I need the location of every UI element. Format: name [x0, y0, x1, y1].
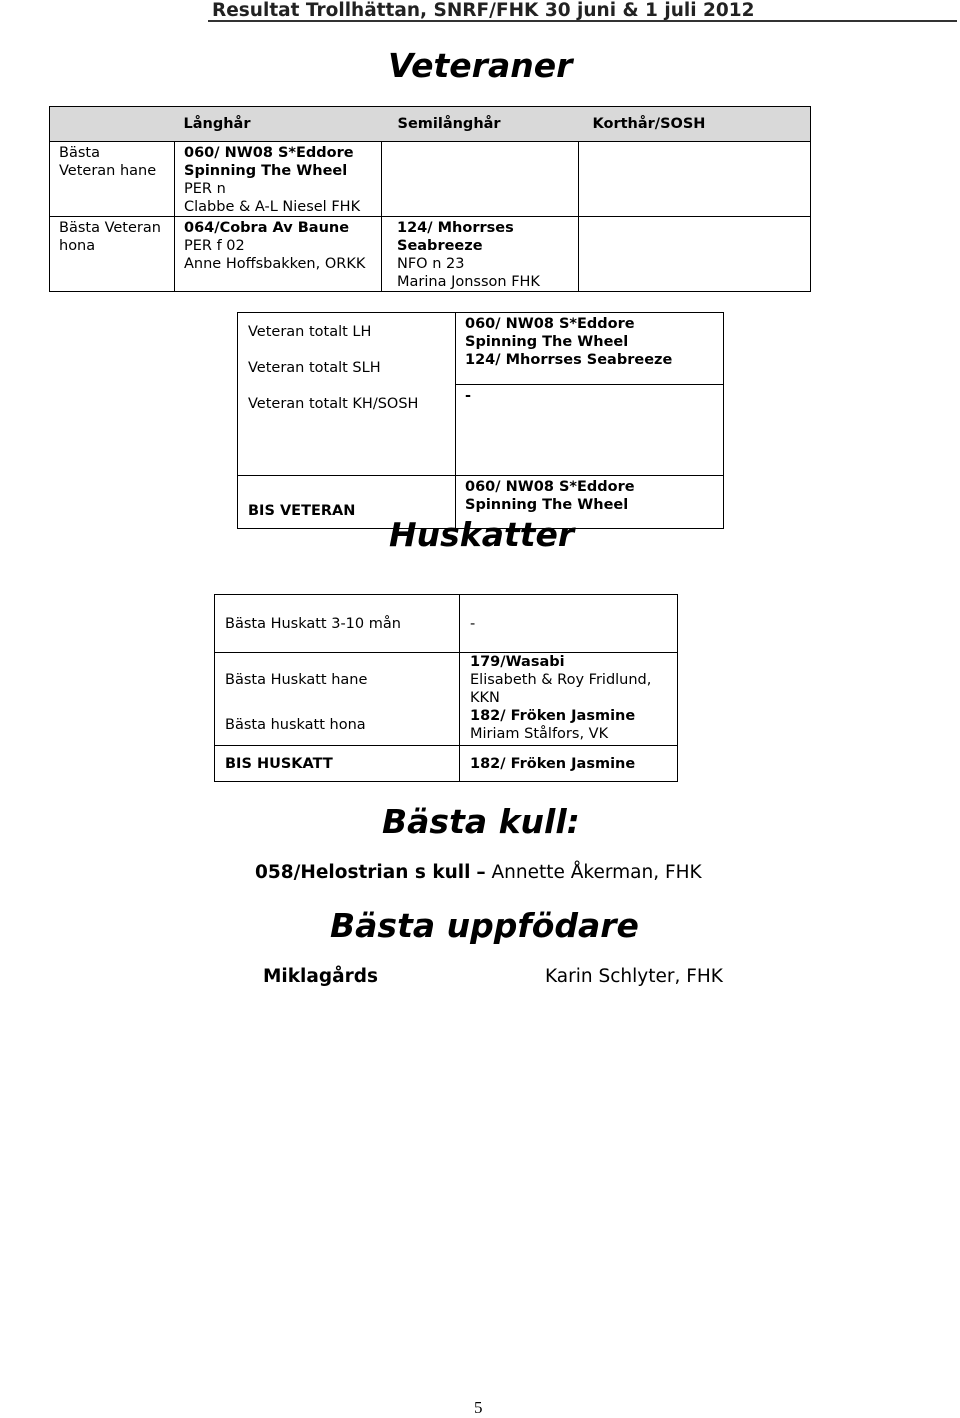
row-label: Bästa Veteran hona — [50, 217, 175, 292]
value-bis-veteran: 060/ NW08 S*Eddore Spinning The Wheel — [456, 476, 724, 529]
huskatter-title: Huskatter — [389, 515, 575, 554]
bis-huskatt-label: BIS HUSKATT — [215, 746, 460, 782]
veteraner-title: Veteraner — [388, 46, 573, 85]
label-veteran-totalt-lh: Veteran totalt LH — [248, 324, 372, 340]
column-header-semilanghar: Semilånghår — [382, 107, 579, 142]
totals-labels — [238, 313, 456, 476]
row-label: Bästa Veteran hane — [50, 142, 175, 217]
cell-langhar: 060/ NW08 S*Eddore Spinning The Wheel PER n Clabbe & A-L Niesel FHK — [175, 142, 382, 217]
basta-uppfodare-title: Bästa uppfödare — [330, 906, 639, 945]
table-row — [215, 746, 678, 782]
table-row — [50, 142, 811, 217]
uppfodare-name: Miklagårds — [263, 966, 378, 987]
basta-kull-entry — [255, 862, 702, 883]
huskatt-hane-label: Bästa Huskatt hane — [225, 672, 368, 688]
value-kh: - — [465, 388, 472, 404]
column-header-langhar: Långhår — [175, 107, 382, 142]
cell-semilanghar: 124/ Mhorrses Seabreeze NFO n 23 Marina Jonsson FHK — [382, 217, 579, 292]
table-row — [215, 653, 678, 746]
label-bis-veteran: BIS VETERAN — [238, 476, 456, 529]
cell-semilanghar — [382, 142, 579, 217]
huskatt-3-10-label: Bästa Huskatt 3-10 mån — [215, 595, 460, 653]
huskatter-table — [214, 594, 678, 782]
column-header-korthar: Korthår/SOSH — [579, 107, 811, 142]
table-row — [238, 313, 724, 476]
table-row — [215, 595, 678, 653]
document-header: Resultat Trollhättan, SNRF/FHK 30 juni & 1 juli 2012 — [212, 0, 755, 21]
label-veteran-totalt-kh: Veteran totalt KH/SOSH — [248, 396, 419, 412]
label-veteran-totalt-slh: Veteran totalt SLH — [248, 360, 381, 376]
veteraner-table — [49, 106, 811, 292]
totals-values — [456, 313, 724, 476]
basta-kull-dash: – — [476, 862, 486, 883]
cell-korthar — [579, 217, 811, 292]
cell-korthar — [579, 142, 811, 217]
uppfodare-owner: Karin Schlyter, FHK — [545, 966, 723, 987]
bis-huskatt-value: 182/ Fröken Jasmine — [460, 746, 678, 782]
values-lh-slh: 060/ NW08 S*Eddore Spinning The Wheel 124/ Mhorrses Seabreeze — [456, 313, 723, 385]
huskatt-labels — [215, 653, 460, 746]
veteraner-header-row — [50, 107, 811, 142]
basta-kull-owner: Annette Åkerman, FHK — [491, 862, 702, 883]
huskatt-hona-label: Bästa huskatt hona — [225, 717, 366, 733]
basta-kull-cat: 058/Helostrian s kull — [255, 862, 471, 883]
veteran-totals-table — [237, 312, 724, 529]
huskatt-values: 179/Wasabi Elisabeth & Roy Fridlund, KKN 182/ Fröken Jasmine Miriam Stålfors, VK — [460, 653, 678, 746]
basta-kull-title: Bästa kull: — [382, 802, 580, 841]
cell-langhar: 064/Cobra Av Baune PER f 02 Anne Hoffsbakken, ORKK — [175, 217, 382, 292]
page-number: 5 — [474, 1398, 483, 1417]
huskatt-3-10-value: - — [460, 595, 678, 653]
header-rule — [208, 20, 957, 22]
table-row — [50, 217, 811, 292]
